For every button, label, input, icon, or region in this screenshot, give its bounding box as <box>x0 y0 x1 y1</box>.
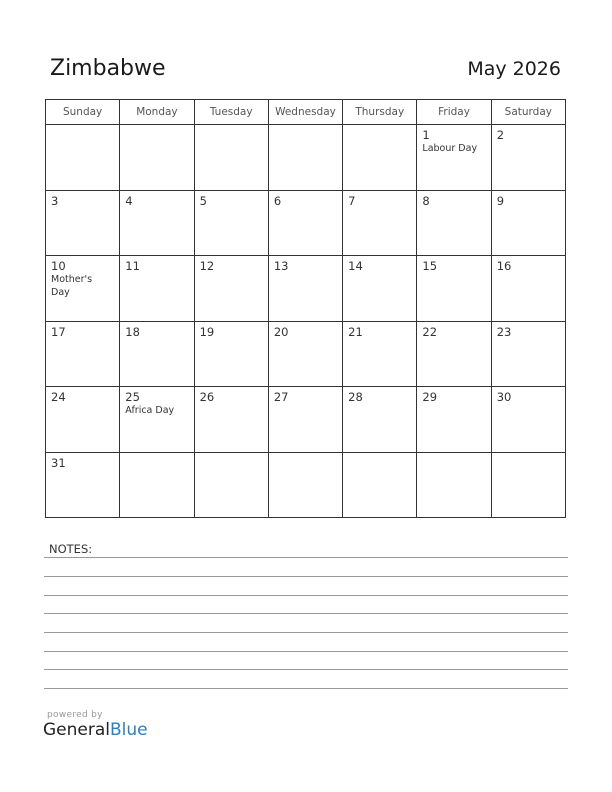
day-cell <box>343 125 417 191</box>
day-cell <box>343 256 417 322</box>
day-number: 2 <box>496 128 505 142</box>
holiday-label: Mother's Day <box>51 274 93 298</box>
day-cell <box>120 321 194 387</box>
day-cell <box>194 321 268 387</box>
day-number: 20 <box>273 324 289 339</box>
day-cell <box>491 452 565 518</box>
day-number: 26 <box>199 390 215 404</box>
day-number: 11 <box>125 259 140 273</box>
day-cell <box>194 125 268 191</box>
day-cell <box>120 452 194 518</box>
day-cell <box>417 452 491 518</box>
weekday-sunday: Sunday <box>46 100 120 125</box>
day-cell <box>343 452 417 518</box>
note-line <box>44 632 568 633</box>
day-cell <box>194 452 268 518</box>
day-cell <box>491 387 565 453</box>
day-number: 27 <box>273 390 289 404</box>
week-row <box>46 452 566 518</box>
day-number: 8 <box>422 193 430 208</box>
day-number: 23 <box>496 324 512 339</box>
day-number: 25 <box>125 390 140 404</box>
day-number: 17 <box>51 324 66 339</box>
day-cell <box>194 387 268 453</box>
day-cell <box>268 256 342 322</box>
weekday-friday: Friday <box>417 100 491 125</box>
day-cell <box>194 256 268 322</box>
day-cell <box>268 387 342 453</box>
day-number: 3 <box>51 193 59 208</box>
day-number: 31 <box>51 455 66 470</box>
day-number: 18 <box>125 324 140 339</box>
note-line <box>44 595 568 596</box>
day-number: 30 <box>496 390 512 404</box>
day-cell <box>268 452 342 518</box>
day-cell <box>268 125 342 191</box>
day-cell <box>120 387 194 453</box>
day-cell <box>417 321 491 387</box>
weekday-wednesday: Wednesday <box>268 100 342 125</box>
day-number: 6 <box>273 193 282 208</box>
day-cell <box>268 190 342 256</box>
day-cell <box>417 387 491 453</box>
weekday-tuesday: Tuesday <box>194 100 268 125</box>
day-number: 7 <box>348 193 356 208</box>
week-row <box>46 387 566 453</box>
day-cell <box>46 321 120 387</box>
day-cell <box>46 256 120 322</box>
month-year-title: May 2026 <box>467 58 561 80</box>
day-number: 13 <box>273 259 289 273</box>
powered-by-text: powered by <box>47 710 103 720</box>
notes-label: NOTES: <box>49 542 93 556</box>
note-line <box>44 613 568 614</box>
day-cell <box>46 125 120 191</box>
day-cell <box>46 452 120 518</box>
day-number: 21 <box>348 324 363 339</box>
day-number: 14 <box>348 259 363 273</box>
day-cell <box>120 190 194 256</box>
week-row <box>46 256 566 322</box>
calendar-grid <box>45 99 566 518</box>
day-number: 9 <box>496 193 505 208</box>
holiday-label: Labour Day <box>422 143 478 154</box>
brand-logo-part1: General <box>43 720 110 740</box>
country-title: Zimbabwe <box>50 56 166 81</box>
day-cell <box>491 190 565 256</box>
day-number: 5 <box>199 193 207 208</box>
day-cell <box>120 256 194 322</box>
day-number: 15 <box>422 259 438 273</box>
note-line <box>44 688 568 689</box>
day-cell <box>417 256 491 322</box>
note-line <box>44 557 568 558</box>
day-cell <box>417 125 491 191</box>
day-cell <box>491 321 565 387</box>
day-cell <box>343 387 417 453</box>
day-number: 16 <box>496 259 512 273</box>
weekday-thursday: Thursday <box>343 100 417 125</box>
day-number: 12 <box>199 259 215 273</box>
day-cell <box>343 321 417 387</box>
day-cell <box>343 190 417 256</box>
day-cell <box>46 387 120 453</box>
day-cell <box>417 190 491 256</box>
note-line <box>44 651 568 652</box>
day-cell <box>268 321 342 387</box>
holiday-label: Africa Day <box>125 405 175 416</box>
week-row <box>46 190 566 256</box>
day-cell <box>46 190 120 256</box>
week-row <box>46 321 566 387</box>
day-number: 24 <box>51 390 66 404</box>
day-cell <box>194 190 268 256</box>
brand-logo[interactable] <box>43 720 148 740</box>
day-number: 19 <box>199 324 215 339</box>
day-number: 10 <box>51 259 66 273</box>
note-line <box>44 669 568 670</box>
day-cell <box>120 125 194 191</box>
note-line <box>44 576 568 577</box>
weekday-saturday: Saturday <box>491 100 565 125</box>
day-cell <box>491 256 565 322</box>
weekday-monday: Monday <box>120 100 194 125</box>
day-number: 29 <box>422 390 438 404</box>
day-number: 4 <box>125 193 133 208</box>
brand-logo-part2: Blue <box>110 720 148 740</box>
weekday-header-row <box>46 100 566 125</box>
week-row <box>46 125 566 191</box>
day-number: 28 <box>348 390 363 404</box>
day-cell <box>491 125 565 191</box>
day-number: 1 <box>422 128 430 142</box>
day-number: 22 <box>422 324 438 339</box>
